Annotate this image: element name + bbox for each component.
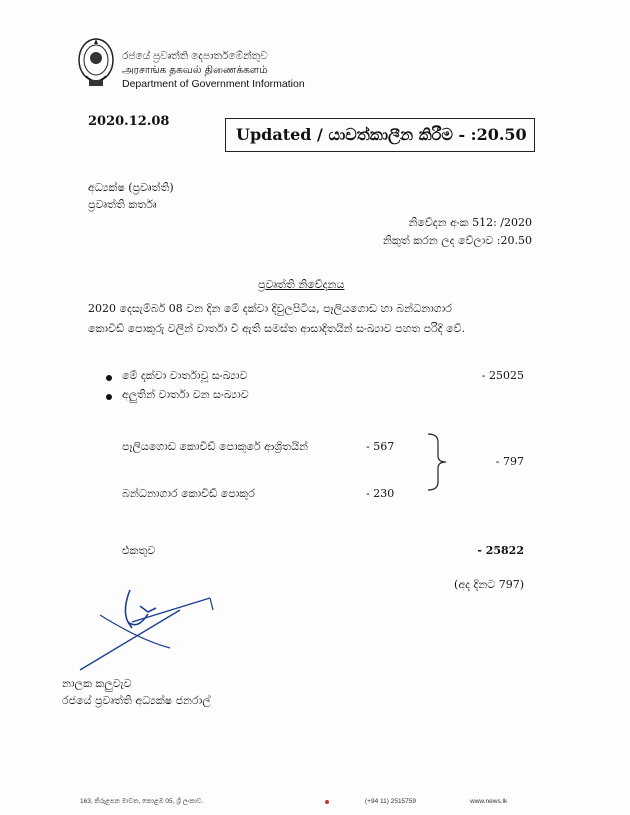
bullet-icon (106, 375, 112, 381)
signatory-title: රජයේ ප්‍රවෘත්ති අධ්‍යක්ෂ ජනරාල් (62, 694, 211, 707)
issue-time: නිකුත් කරන ලද වේලාව :20.50 (382, 234, 532, 247)
intro-line2: කොවිඩ් පොකුරු වලින් වාර්තා වී ඇති සමස්ත ආසාදිතයින් සංඛ්‍යාව පහත පරිදි වේ. (88, 322, 466, 335)
addressee-line1: අධ්‍යක්ෂ (ප්‍රවෘත්ති) (88, 181, 174, 194)
updated-box: Updated / යාවත්කාලීන කිරීම - :20.50 (225, 118, 535, 152)
document-date: 2020.12.08 (88, 114, 170, 129)
footer-phone: (+94 11) 2515759 (365, 798, 417, 805)
today-count: (අද දිනට 797) (454, 578, 524, 591)
handwritten-signature (60, 570, 250, 680)
breakdown-total-value: - 797 (495, 455, 524, 468)
header-tamil: அரசாங்க தகவல் திணைக்களம் (122, 64, 268, 76)
curly-brace-icon (426, 432, 466, 492)
item-reported-value: - 25025 (481, 369, 524, 382)
government-emblem-icon (76, 36, 116, 90)
header-sinhala: රජයේ ප්‍රවෘත්ති දෙපාර්තමේන්තුව (122, 50, 268, 62)
footer-website: www.news.lk (470, 798, 508, 805)
bullet-icon (106, 394, 112, 400)
total-label: එකතුව (122, 544, 156, 557)
footer-bullet-icon (325, 800, 329, 804)
signatory-name: නාලක කලුවැව (62, 677, 132, 690)
footer-address: 163, කිරුළපන මාවත, කොළඹ 05, ශ්‍රී ලංකාව. (80, 798, 204, 805)
item-reported-label: මේ දක්වා වාර්තාවූ සංඛ්‍යාව (122, 369, 248, 382)
item-new-label: අලුතින් වාර්තා වන සංඛ්‍යාව (122, 388, 249, 401)
intro-line1: 2020 දෙසැම්බර් 08 වන දින මේ දක්වා දිවුලපිටිය, පෑලියගොඩ හා බන්ධනාගාර (88, 302, 452, 315)
breakdown-prison-value: - 230 (366, 487, 395, 500)
breakdown-prison-label: බන්ධනාගාර කොවිඩ් පොකුර (122, 487, 255, 500)
breakdown-peliyagoda-label: පෑලියගොඩ කොවිඩ් පොකුරේ ආශ්‍රිතයින් (122, 440, 308, 453)
header-english: Department of Government Information (122, 78, 305, 90)
release-number: නිවේදන අංක 512: /2020 (408, 216, 532, 229)
total-value: - 25822 (477, 544, 524, 557)
addressee-line2: ප්‍රවෘත්ති කර්තෘ (88, 198, 157, 211)
release-title: ප්‍රවෘත්ති නිවේදනය (258, 278, 345, 291)
breakdown-peliyagoda-value: - 567 (366, 440, 395, 453)
